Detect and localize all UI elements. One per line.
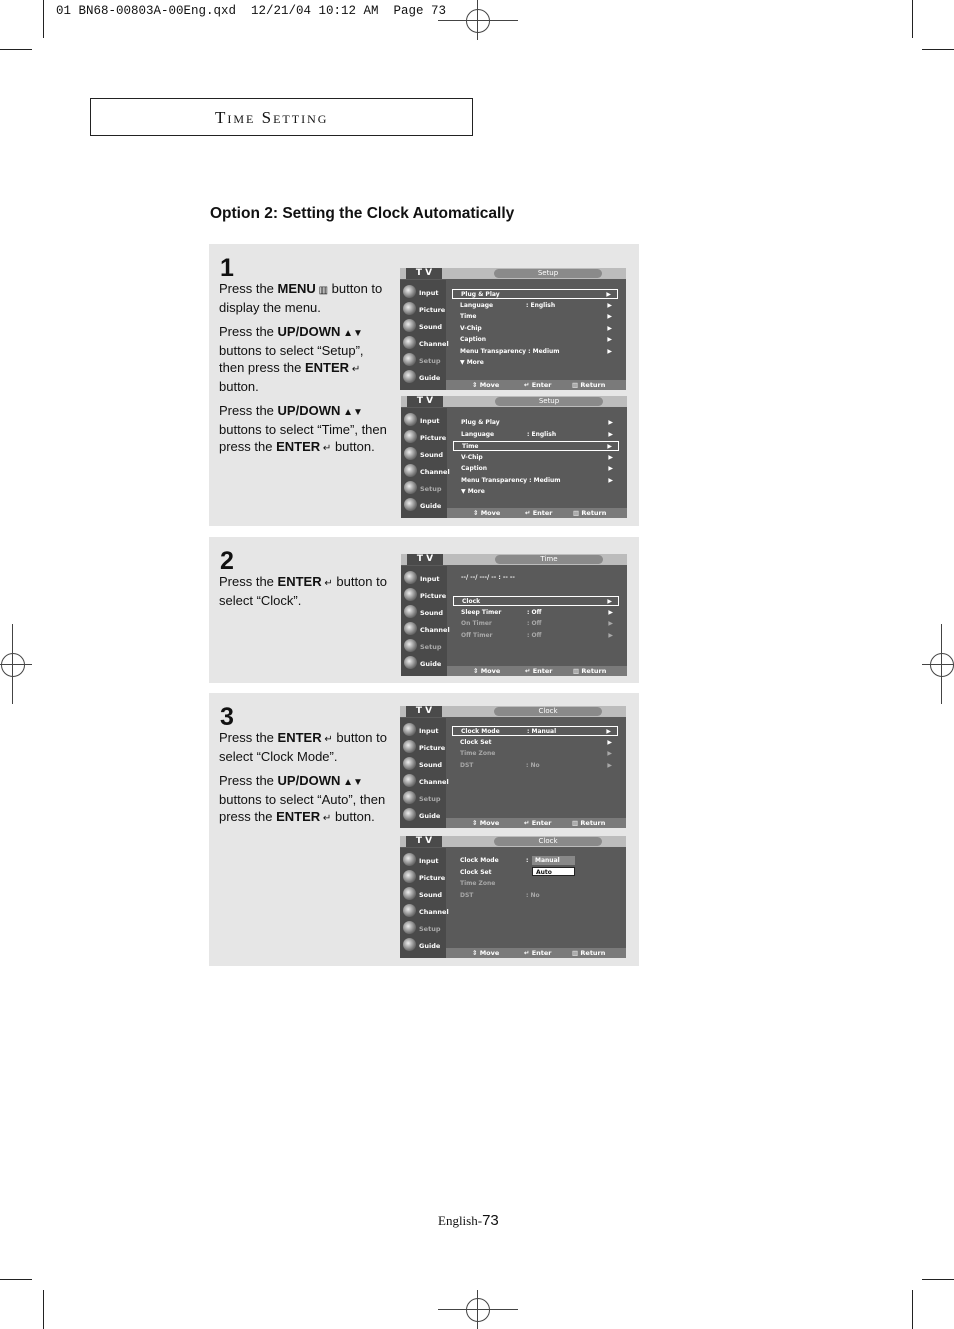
osd-row-label: Language [460, 301, 494, 309]
button-name: UP/DOWN [277, 403, 341, 418]
osd-row-value: : No [526, 761, 540, 769]
setup-icon [404, 639, 417, 652]
crop-mark [912, 1290, 913, 1329]
osd-sidebar-item-input [402, 284, 446, 300]
instruction-paragraph [219, 729, 389, 765]
osd-menu-row [453, 476, 619, 486]
instruction-text: buttons to select “Setup”, then press the [219, 343, 364, 375]
instruction-text: button. [219, 379, 259, 394]
osd-sidebar-item-sound [403, 604, 447, 620]
osd-sidebar-label: Sound [419, 891, 443, 899]
osd-row-value: : Off [527, 620, 542, 627]
osd-sidebar-item-guide [402, 937, 446, 953]
osd-sidebar-label: Setup [420, 643, 442, 651]
guide-icon [403, 938, 416, 951]
instruction-text: button to display the menu. [219, 281, 383, 315]
osd-menu-row [453, 418, 619, 428]
osd-sidebar-item-input [403, 412, 447, 428]
right-arrow-icon: ▶ [607, 301, 612, 309]
registration-mark [438, 20, 518, 21]
osd-sidebar [401, 408, 450, 518]
osd-footer-move: ⇕ Move [473, 667, 501, 675]
step-2-instructions [219, 573, 389, 616]
osd-footer [446, 948, 626, 958]
osd-footer [447, 666, 627, 676]
osd-sidebar-item-picture [402, 869, 446, 885]
right-arrow-icon: ▶ [608, 608, 613, 616]
osd-row-value: : English [527, 430, 557, 438]
button-name: UP/DOWN [277, 773, 341, 788]
osd-row-label: ▼ More [460, 359, 484, 366]
osd-tv-label: T V [406, 836, 442, 847]
osd-sidebar-item-channel [402, 903, 449, 919]
osd-footer-enter: ↵ Enter [524, 819, 552, 827]
button-icon: ↵ [321, 578, 333, 589]
setup-icon [403, 353, 416, 366]
osd-sidebar-item-input [402, 722, 446, 738]
right-arrow-icon: ▶ [608, 430, 613, 438]
osd-footer-return: ▥ Return [572, 819, 606, 827]
right-arrow-icon: ▶ [608, 453, 613, 461]
osd-sidebar-label: Input [420, 417, 440, 425]
registration-mark [466, 9, 490, 33]
input-icon [403, 723, 416, 736]
osd-row-label: DST [460, 761, 474, 769]
right-arrow-icon: ▶ [607, 598, 612, 605]
channel-icon [403, 904, 416, 917]
instruction-paragraph [219, 573, 389, 609]
osd-footer [446, 818, 626, 828]
osd-tv-label: T V [407, 554, 443, 565]
step-number: 3 [220, 703, 234, 731]
osd-menu-row [453, 464, 619, 474]
osd-sidebar-label: Input [419, 289, 439, 297]
osd-menu-row [453, 430, 619, 440]
button-name: ENTER [305, 360, 350, 375]
button-icon: ▲▼ [340, 407, 363, 418]
osd-menu-row [453, 631, 619, 641]
osd-menu-row [452, 761, 618, 771]
channel-icon [404, 622, 417, 635]
osd-row-label: Language [461, 430, 495, 438]
subtitle: Option 2: Setting the Clock Automatically [210, 205, 515, 222]
osd-sidebar-label: Sound [419, 761, 443, 769]
osd-sidebar-item-guide [403, 497, 447, 513]
osd-sidebar-label: Sound [419, 323, 443, 331]
osd-row-label: Plug & Play [461, 291, 500, 298]
crop-mark [43, 1290, 44, 1329]
button-icon: ▥ [315, 285, 329, 296]
osd-menu-tab: Setup [494, 269, 602, 278]
osd-menu-row [452, 358, 618, 368]
enter-icon: ↵ [349, 364, 361, 375]
osd-sidebar [400, 848, 449, 958]
osd-menu-row [452, 312, 618, 322]
osd-sidebar-label: Input [419, 727, 439, 735]
button-icon: ▲▼ [340, 328, 363, 339]
step-3-instructions [219, 729, 389, 834]
osd-sidebar-item-guide [403, 655, 447, 671]
osd-menu-row [452, 301, 618, 311]
osd-sidebar-label: Guide [419, 374, 441, 382]
osd-sidebar-label: Sound [420, 609, 444, 617]
crop-mark [0, 49, 32, 50]
channel-icon [404, 464, 417, 477]
right-arrow-icon: ▶ [608, 419, 613, 426]
osd-menu-row [452, 324, 618, 334]
osd-sidebar-label: Channel [419, 908, 449, 916]
osd-row-label: Menu Transparency : Medium [460, 347, 560, 355]
osd-menu-tab: Clock [494, 707, 602, 716]
setup-icon [403, 921, 416, 934]
osd-sidebar-label: Input [419, 857, 439, 865]
picture-icon [403, 740, 416, 753]
footer-language: English- [438, 1213, 483, 1228]
osd-option-manual: Manual [532, 856, 575, 865]
button-name: MENU [277, 281, 316, 296]
guide-icon [403, 370, 416, 383]
osd-row-value: : Manual [527, 728, 557, 735]
enter-icon: ↵ [320, 443, 332, 454]
osd-row-label: Menu Transparency : Medium [461, 476, 561, 484]
osd-option-auto: Auto [532, 867, 575, 876]
input-icon [404, 571, 417, 584]
osd-sidebar-item-sound [402, 318, 446, 334]
registration-mark [930, 653, 954, 677]
osd-sidebar-item-picture [403, 429, 447, 445]
registration-mark [1, 653, 25, 677]
instruction-text: button to select “Clock”. [219, 574, 387, 608]
osd-menu-row [453, 453, 619, 463]
osd-footer-move: ⇕ Move [472, 949, 500, 957]
osd-row-label: Caption [460, 336, 487, 343]
osd-menu-row [452, 749, 618, 759]
osd-menu-row [453, 487, 619, 497]
button-name: ENTER [277, 574, 322, 589]
osd-sidebar-label: Guide [419, 942, 441, 950]
enter-icon: ↵ [320, 813, 332, 824]
osd-footer-return: ▥ Return [573, 509, 607, 517]
osd-row-label: DST [460, 891, 474, 899]
osd-row-label: On Timer [461, 620, 492, 627]
osd-footer-enter: ↵ Enter [525, 509, 553, 517]
osd-row-label: Clock Mode [461, 728, 500, 735]
button-icon: ↵ [321, 734, 333, 745]
crop-mark [922, 1279, 954, 1280]
right-arrow-icon: ▶ [607, 750, 612, 757]
picture-icon [404, 588, 417, 601]
osd-row-label: Time Zone [460, 880, 496, 887]
instruction-text: Press the [219, 324, 278, 339]
right-arrow-icon: ▶ [607, 313, 612, 320]
osd-row-label: Clock Set [460, 868, 492, 876]
right-arrow-icon: ▶ [608, 620, 613, 627]
osd-footer-move: ⇕ Move [472, 819, 500, 827]
osd-menu-row [453, 619, 619, 629]
registration-mark [477, 0, 478, 40]
input-icon [403, 285, 416, 298]
osd-sidebar-item-picture [403, 587, 447, 603]
osd-sidebar-label: Channel [420, 468, 450, 476]
osd-menu-row [452, 879, 618, 889]
input-icon [404, 413, 417, 426]
osd-sidebar-label: Setup [419, 795, 441, 803]
button-name: ENTER [276, 809, 321, 824]
osd-menu-row [452, 335, 618, 345]
channel-icon [403, 774, 416, 787]
osd-sidebar-item-channel [402, 773, 449, 789]
page-footer [438, 1212, 499, 1229]
button-icon: ▲▼ [340, 777, 363, 788]
registration-mark [466, 1298, 490, 1322]
osd-sidebar-item-setup [402, 920, 446, 936]
osd-sidebar-item-input [403, 570, 447, 586]
osd-row-value: : [526, 857, 529, 864]
osd-sidebar-label: Channel [419, 340, 449, 348]
instruction-paragraph [219, 280, 389, 316]
right-arrow-icon: ▶ [606, 728, 611, 735]
channel-icon [403, 336, 416, 349]
osd-menu-row [453, 441, 619, 451]
registration-mark [12, 624, 13, 704]
osd-sidebar-item-guide [402, 807, 446, 823]
osd-menu-row [453, 585, 619, 595]
osd-sidebar-item-setup [402, 352, 446, 368]
osd-row-label: ▼ More [461, 488, 485, 495]
right-arrow-icon: ▶ [607, 324, 612, 332]
button-name: UP/DOWN [277, 324, 341, 339]
sound-icon [404, 605, 417, 618]
step-number: 2 [220, 547, 234, 575]
right-arrow-icon: ▶ [607, 738, 612, 746]
osd-sidebar-item-setup [403, 638, 447, 654]
right-arrow-icon: ▶ [607, 336, 612, 343]
step-number: 1 [220, 254, 234, 282]
osd-sidebar-label: Picture [419, 874, 446, 882]
registration-mark [922, 664, 954, 665]
osd-sidebar-label: Setup [419, 925, 441, 933]
registration-mark [0, 664, 32, 665]
osd-footer [446, 380, 626, 390]
instruction-paragraph [219, 772, 389, 827]
osd-sidebar-label: Setup [420, 485, 442, 493]
osd-sidebar-label: Picture [420, 434, 447, 442]
instruction-text: button. [331, 439, 375, 454]
registration-mark [477, 1290, 478, 1329]
osd-row-value: : Off [527, 631, 542, 639]
osd-row-label: Clock Mode [460, 857, 499, 864]
osd-row-label: Off Timer [461, 631, 493, 639]
osd-footer [447, 508, 627, 518]
file-header: 01 BN68-00803A-00Eng.qxd 12/21/04 10:12 AM Page 73 [56, 4, 447, 18]
osd-menu-row [452, 289, 618, 299]
osd-menu-row [452, 347, 618, 357]
right-arrow-icon: ▶ [607, 443, 612, 450]
osd-sidebar-label: Sound [420, 451, 444, 459]
osd-row-value: : Off [527, 608, 542, 616]
osd-sidebar-item-sound [402, 756, 446, 772]
osd-sidebar-item-setup [402, 790, 446, 806]
osd-sidebar-label: Setup [419, 357, 441, 365]
osd-sidebar-item-channel [402, 335, 449, 351]
tv-osd-screen [401, 554, 627, 676]
osd-row-label: V-Chip [461, 453, 483, 461]
page-number: 73 [482, 1212, 499, 1229]
osd-row-label: --/ --/ ---/ -- : -- -- [461, 574, 515, 581]
setup-icon [404, 481, 417, 494]
tv-osd-screen [400, 836, 626, 958]
button-name: ENTER [277, 730, 322, 745]
picture-icon [404, 430, 417, 443]
osd-menu-row [453, 608, 619, 618]
instruction-text: buttons to select “Time”, then press the [219, 422, 387, 454]
picture-icon [403, 870, 416, 883]
osd-sidebar-label: Picture [420, 592, 447, 600]
osd-sidebar [400, 280, 449, 390]
osd-footer-move: ⇕ Move [472, 381, 500, 389]
osd-sidebar [401, 566, 450, 676]
right-arrow-icon: ▶ [607, 347, 612, 355]
osd-footer-return: ▥ Return [572, 949, 606, 957]
osd-sidebar-item-sound [402, 886, 446, 902]
crop-mark [43, 0, 44, 38]
instruction-text: Press the [219, 773, 278, 788]
right-arrow-icon: ▶ [606, 291, 611, 298]
osd-sidebar-label: Input [420, 575, 440, 583]
guide-icon [404, 656, 417, 669]
osd-menu-row [452, 738, 618, 748]
osd-menu-row [452, 726, 618, 736]
osd-row-label: Sleep Timer [461, 608, 502, 616]
osd-footer-move: ⇕ Move [473, 509, 501, 517]
osd-menu-tab: Time [495, 555, 603, 564]
osd-sidebar-item-sound [403, 446, 447, 462]
osd-row-label: Clock Set [460, 738, 492, 746]
osd-row-label: Caption [461, 465, 488, 472]
right-arrow-icon: ▶ [608, 631, 613, 639]
osd-row-label: Time [462, 443, 479, 450]
osd-sidebar-label: Picture [419, 306, 446, 314]
sound-icon [403, 319, 416, 332]
osd-sidebar-label: Channel [419, 778, 449, 786]
osd-row-label: Time [460, 313, 477, 320]
osd-footer-return: ▥ Return [573, 667, 607, 675]
osd-sidebar-label: Guide [419, 812, 441, 820]
button-name: ENTER [276, 439, 321, 454]
osd-sidebar-item-picture [402, 301, 446, 317]
osd-row-label: V-Chip [460, 324, 482, 332]
section-title-box [90, 98, 473, 136]
osd-sidebar [400, 718, 449, 828]
tv-osd-screen [400, 268, 626, 390]
osd-row-label: Time Zone [460, 750, 496, 757]
osd-tv-label: T V [406, 706, 442, 717]
osd-sidebar-item-channel [403, 463, 450, 479]
guide-icon [403, 808, 416, 821]
osd-sidebar-label: Guide [420, 660, 442, 668]
section-title: Time Setting [215, 108, 329, 127]
instruction-text: button. [331, 809, 375, 824]
osd-sidebar-label: Channel [420, 626, 450, 634]
input-icon [403, 853, 416, 866]
osd-sidebar-item-channel [403, 621, 450, 637]
osd-row-label: Plug & Play [461, 419, 500, 426]
osd-tv-label: T V [406, 268, 442, 279]
osd-row-value: : No [526, 891, 540, 899]
tv-osd-screen [400, 706, 626, 828]
osd-row-label: Clock [462, 598, 481, 605]
osd-menu-tab: Setup [495, 397, 603, 406]
registration-mark [438, 1309, 518, 1310]
osd-sidebar-item-guide [402, 369, 446, 385]
osd-footer-enter: ↵ Enter [525, 667, 553, 675]
osd-sidebar-label: Guide [420, 502, 442, 510]
osd-footer-enter: ↵ Enter [524, 949, 552, 957]
instruction-paragraph [219, 402, 389, 457]
osd-menu-row [453, 596, 619, 606]
guide-icon [404, 498, 417, 511]
instruction-text: Press the [219, 403, 278, 418]
sound-icon [404, 447, 417, 460]
instruction-text: Press the [219, 281, 278, 296]
crop-mark [0, 1279, 32, 1280]
instruction-paragraph [219, 323, 389, 395]
osd-sidebar-item-picture [402, 739, 446, 755]
osd-menu-tab: Clock [494, 837, 602, 846]
osd-row-value: : English [526, 301, 556, 309]
osd-menu-row [452, 891, 618, 901]
osd-footer-enter: ↵ Enter [524, 381, 552, 389]
crop-mark [912, 0, 913, 38]
registration-mark [941, 624, 942, 704]
tv-osd-screen [401, 396, 627, 518]
osd-menu-row [453, 573, 619, 583]
picture-icon [403, 302, 416, 315]
osd-sidebar-item-setup [403, 480, 447, 496]
instruction-text: Press the [219, 574, 278, 589]
setup-icon [403, 791, 416, 804]
osd-tv-label: T V [407, 396, 443, 407]
right-arrow-icon: ▶ [608, 476, 613, 484]
instruction-text: button to select “Clock Mode”. [219, 730, 387, 764]
sound-icon [403, 757, 416, 770]
right-arrow-icon: ▶ [608, 465, 613, 472]
osd-sidebar-label: Picture [419, 744, 446, 752]
instruction-text: Press the [219, 730, 278, 745]
osd-sidebar-item-input [402, 852, 446, 868]
crop-mark [922, 49, 954, 50]
osd-footer-return: ▥ Return [572, 381, 606, 389]
sound-icon [403, 887, 416, 900]
instruction-text: buttons to select “Auto”, then press the [219, 792, 386, 824]
right-arrow-icon: ▶ [607, 761, 612, 769]
step-1-instructions [219, 280, 389, 464]
